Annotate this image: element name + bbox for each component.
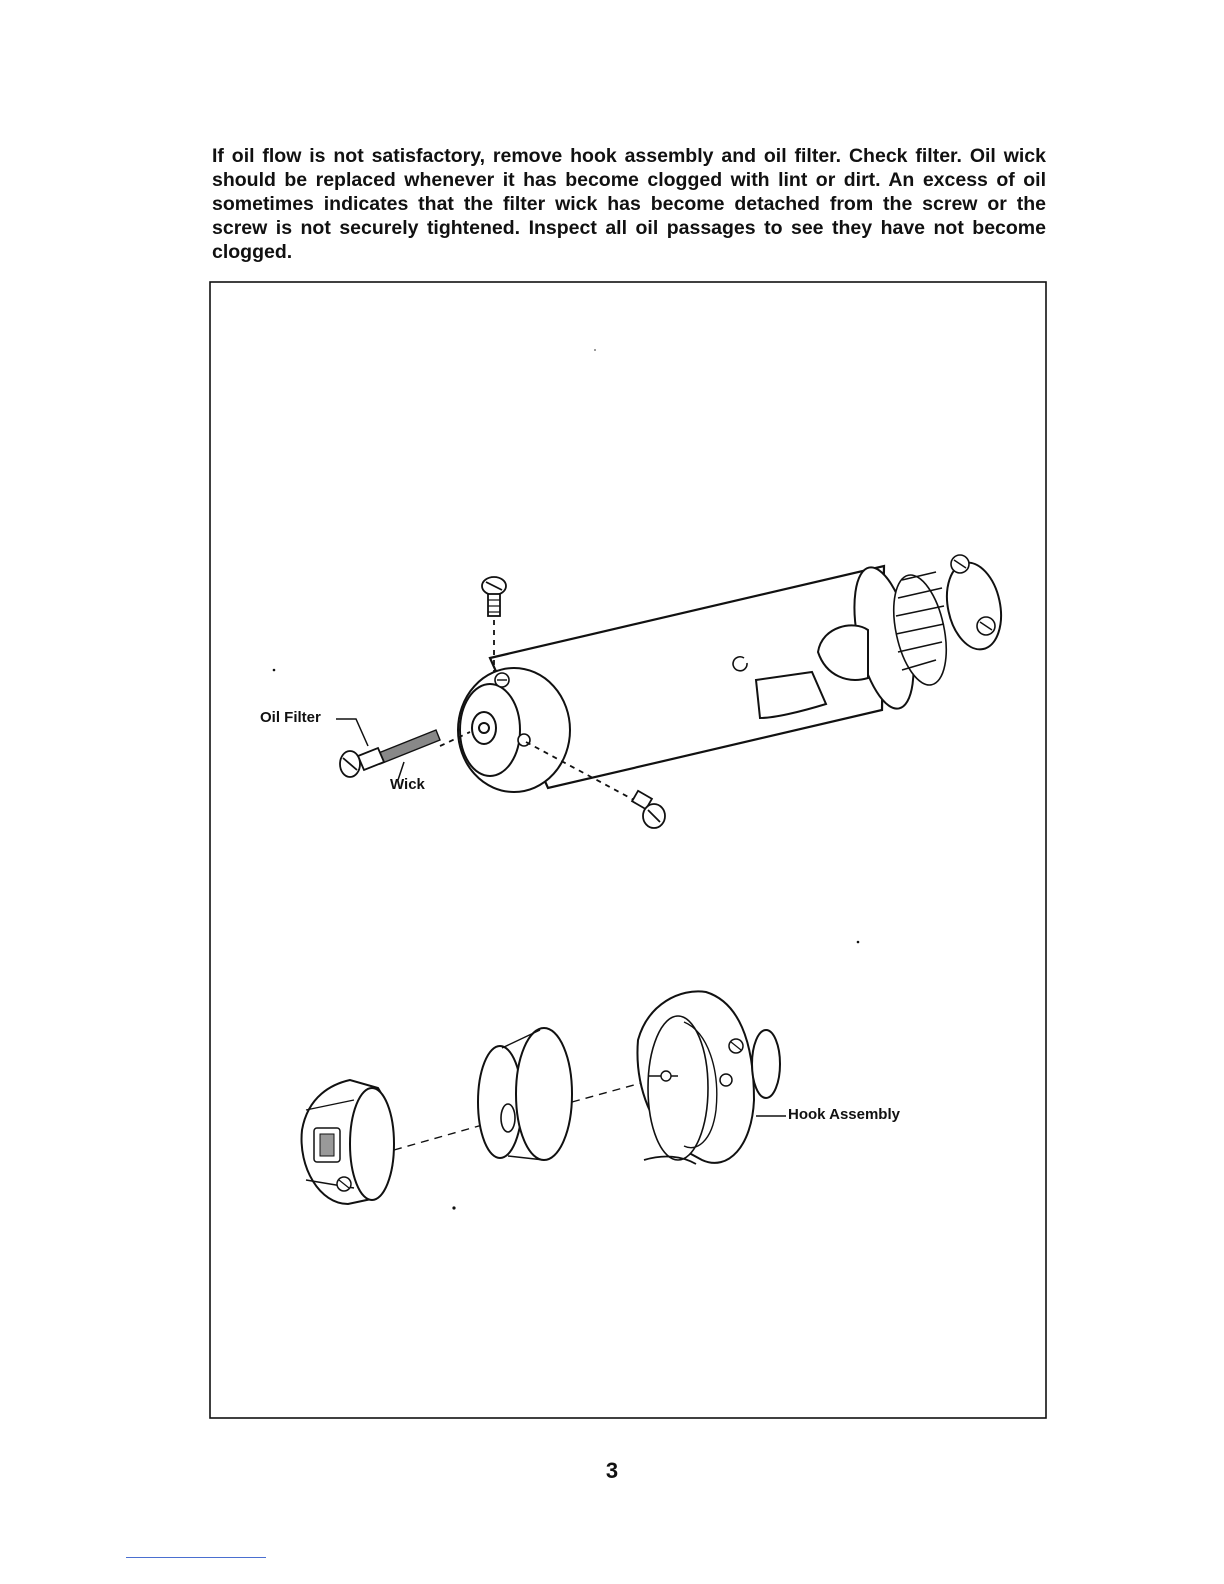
hook-shaft-cylinder	[458, 555, 1009, 792]
hook	[637, 991, 780, 1164]
figure-frame	[208, 280, 1048, 1420]
bobbin-case	[302, 1080, 394, 1204]
footer-rule	[126, 1557, 266, 1558]
oil-filter-and-wick	[340, 730, 470, 777]
oil-filter-label: Oil Filter	[260, 709, 321, 726]
wick	[376, 730, 440, 764]
exploded-diagram	[208, 280, 1048, 1420]
bobbin	[478, 1028, 572, 1160]
hook-assembly-label: Hook Assembly	[788, 1106, 900, 1123]
frame-border	[210, 282, 1046, 1418]
page-number: 3	[605, 1458, 619, 1483]
intro-paragraph: If oil flow is not satisfactory, remove hook assembly and oil filter. Check filter. Oil wick should be replaced whenever it has become clogged with lint or dirt. An excess of oil sometimes indicates that the filter wick has become detached from the screw or the screw is not securely tightened. Inspect all oil passages to see they have not become clogged.	[212, 145, 1046, 263]
wick-label: Wick	[390, 776, 425, 793]
